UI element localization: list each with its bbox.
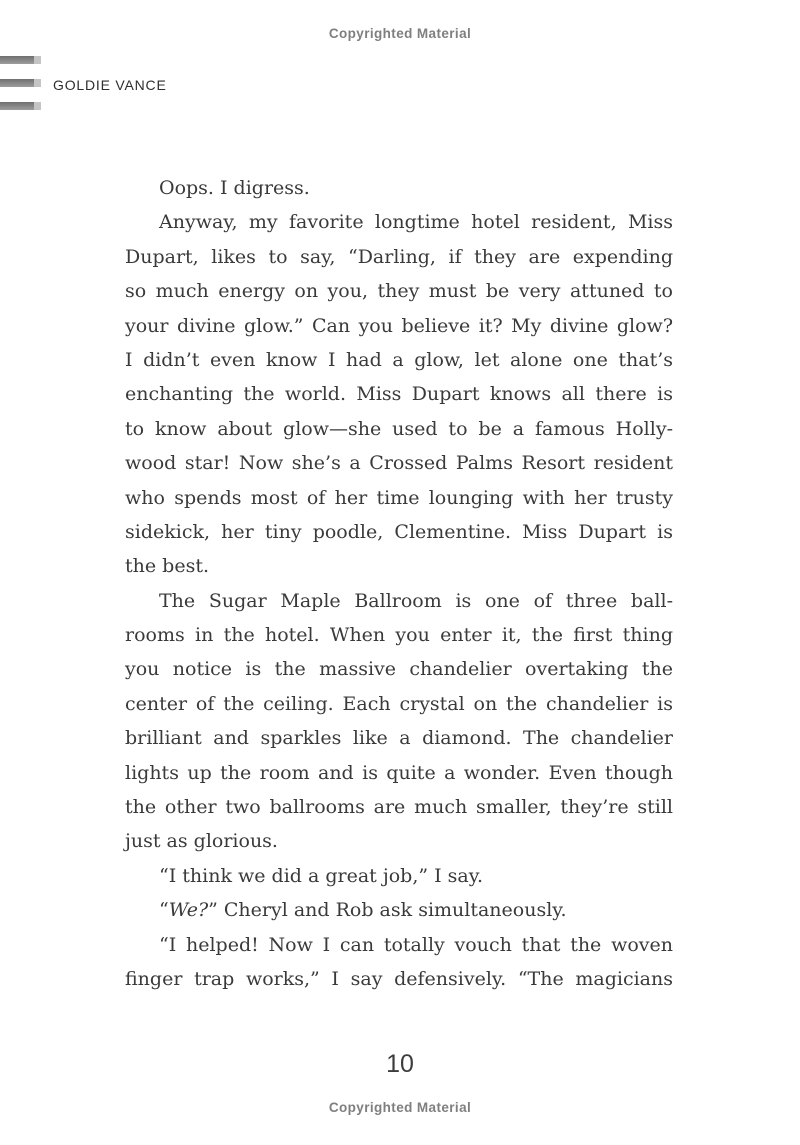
text-line: enchanting the world. Miss Dupart knows all there is xyxy=(125,383,673,406)
text-line: Anyway, my favorite longtime hotel resident, Miss xyxy=(159,211,673,234)
text-line: so much energy on you, they must be very attuned to xyxy=(125,280,673,303)
text-segment: ” Cheryl and Rob ask simultaneously. xyxy=(208,899,567,922)
publisher-logo xyxy=(0,56,41,110)
text-line: the other two ballrooms are much smaller, they’re still xyxy=(125,796,673,819)
text-line: rooms in the hotel. When you enter it, the first thing xyxy=(125,624,673,647)
text-line: I didn’t even know I had a glow, let alone one that’s xyxy=(125,348,673,371)
emphasized-text: We? xyxy=(168,899,209,922)
text-line: “I think we did a great job,” I say. xyxy=(159,864,484,887)
text-line: you notice is the massive chandelier overtaking the xyxy=(125,658,673,681)
text-line: lights up the room and is quite a wonder. Even though xyxy=(125,761,673,784)
text-line: to know about glow—she used to be a famous Holly- xyxy=(125,417,673,440)
logo-bar xyxy=(0,56,41,64)
copyright-banner-top: Copyrighted Material xyxy=(328,26,472,41)
copyright-banner-bottom: Copyrighted Material xyxy=(328,1100,472,1115)
text-line: just as glorious. xyxy=(125,830,278,853)
text-line: “I helped! Now I can totally vouch that the woven xyxy=(159,933,673,956)
text-line: the best. xyxy=(125,555,209,578)
text-line: Dupart, likes to say, “Darling, if they are expending xyxy=(125,245,673,268)
logo-bar xyxy=(0,102,41,110)
text-line: The Sugar Maple Ballroom is one of three ball- xyxy=(159,589,673,612)
running-header-title: GOLDIE VANCE xyxy=(53,77,167,93)
text-line: Oops. I digress. xyxy=(159,177,310,199)
logo-bar xyxy=(0,79,41,87)
text-line: finger trap works,” I say defensively. “The magicians xyxy=(125,967,673,990)
text-line xyxy=(125,893,673,927)
text-line: wood star! Now she’s a Crossed Palms Resort resident xyxy=(125,452,673,475)
body-text xyxy=(125,171,673,996)
page-number: 10 xyxy=(386,1050,414,1078)
text-line: who spends most of her time lounging with her trusty xyxy=(125,486,673,509)
text-line: brilliant and sparkles like a diamond. The chandelier xyxy=(125,727,673,750)
text-line: center of the ceiling. Each crystal on the chandelier is xyxy=(125,692,673,715)
text-line: sidekick, her tiny poodle, Clementine. Miss Dupart is xyxy=(125,520,673,543)
text-line: your divine glow.” Can you believe it? My divine glow? xyxy=(125,314,673,337)
text-segment: “ xyxy=(159,899,169,922)
